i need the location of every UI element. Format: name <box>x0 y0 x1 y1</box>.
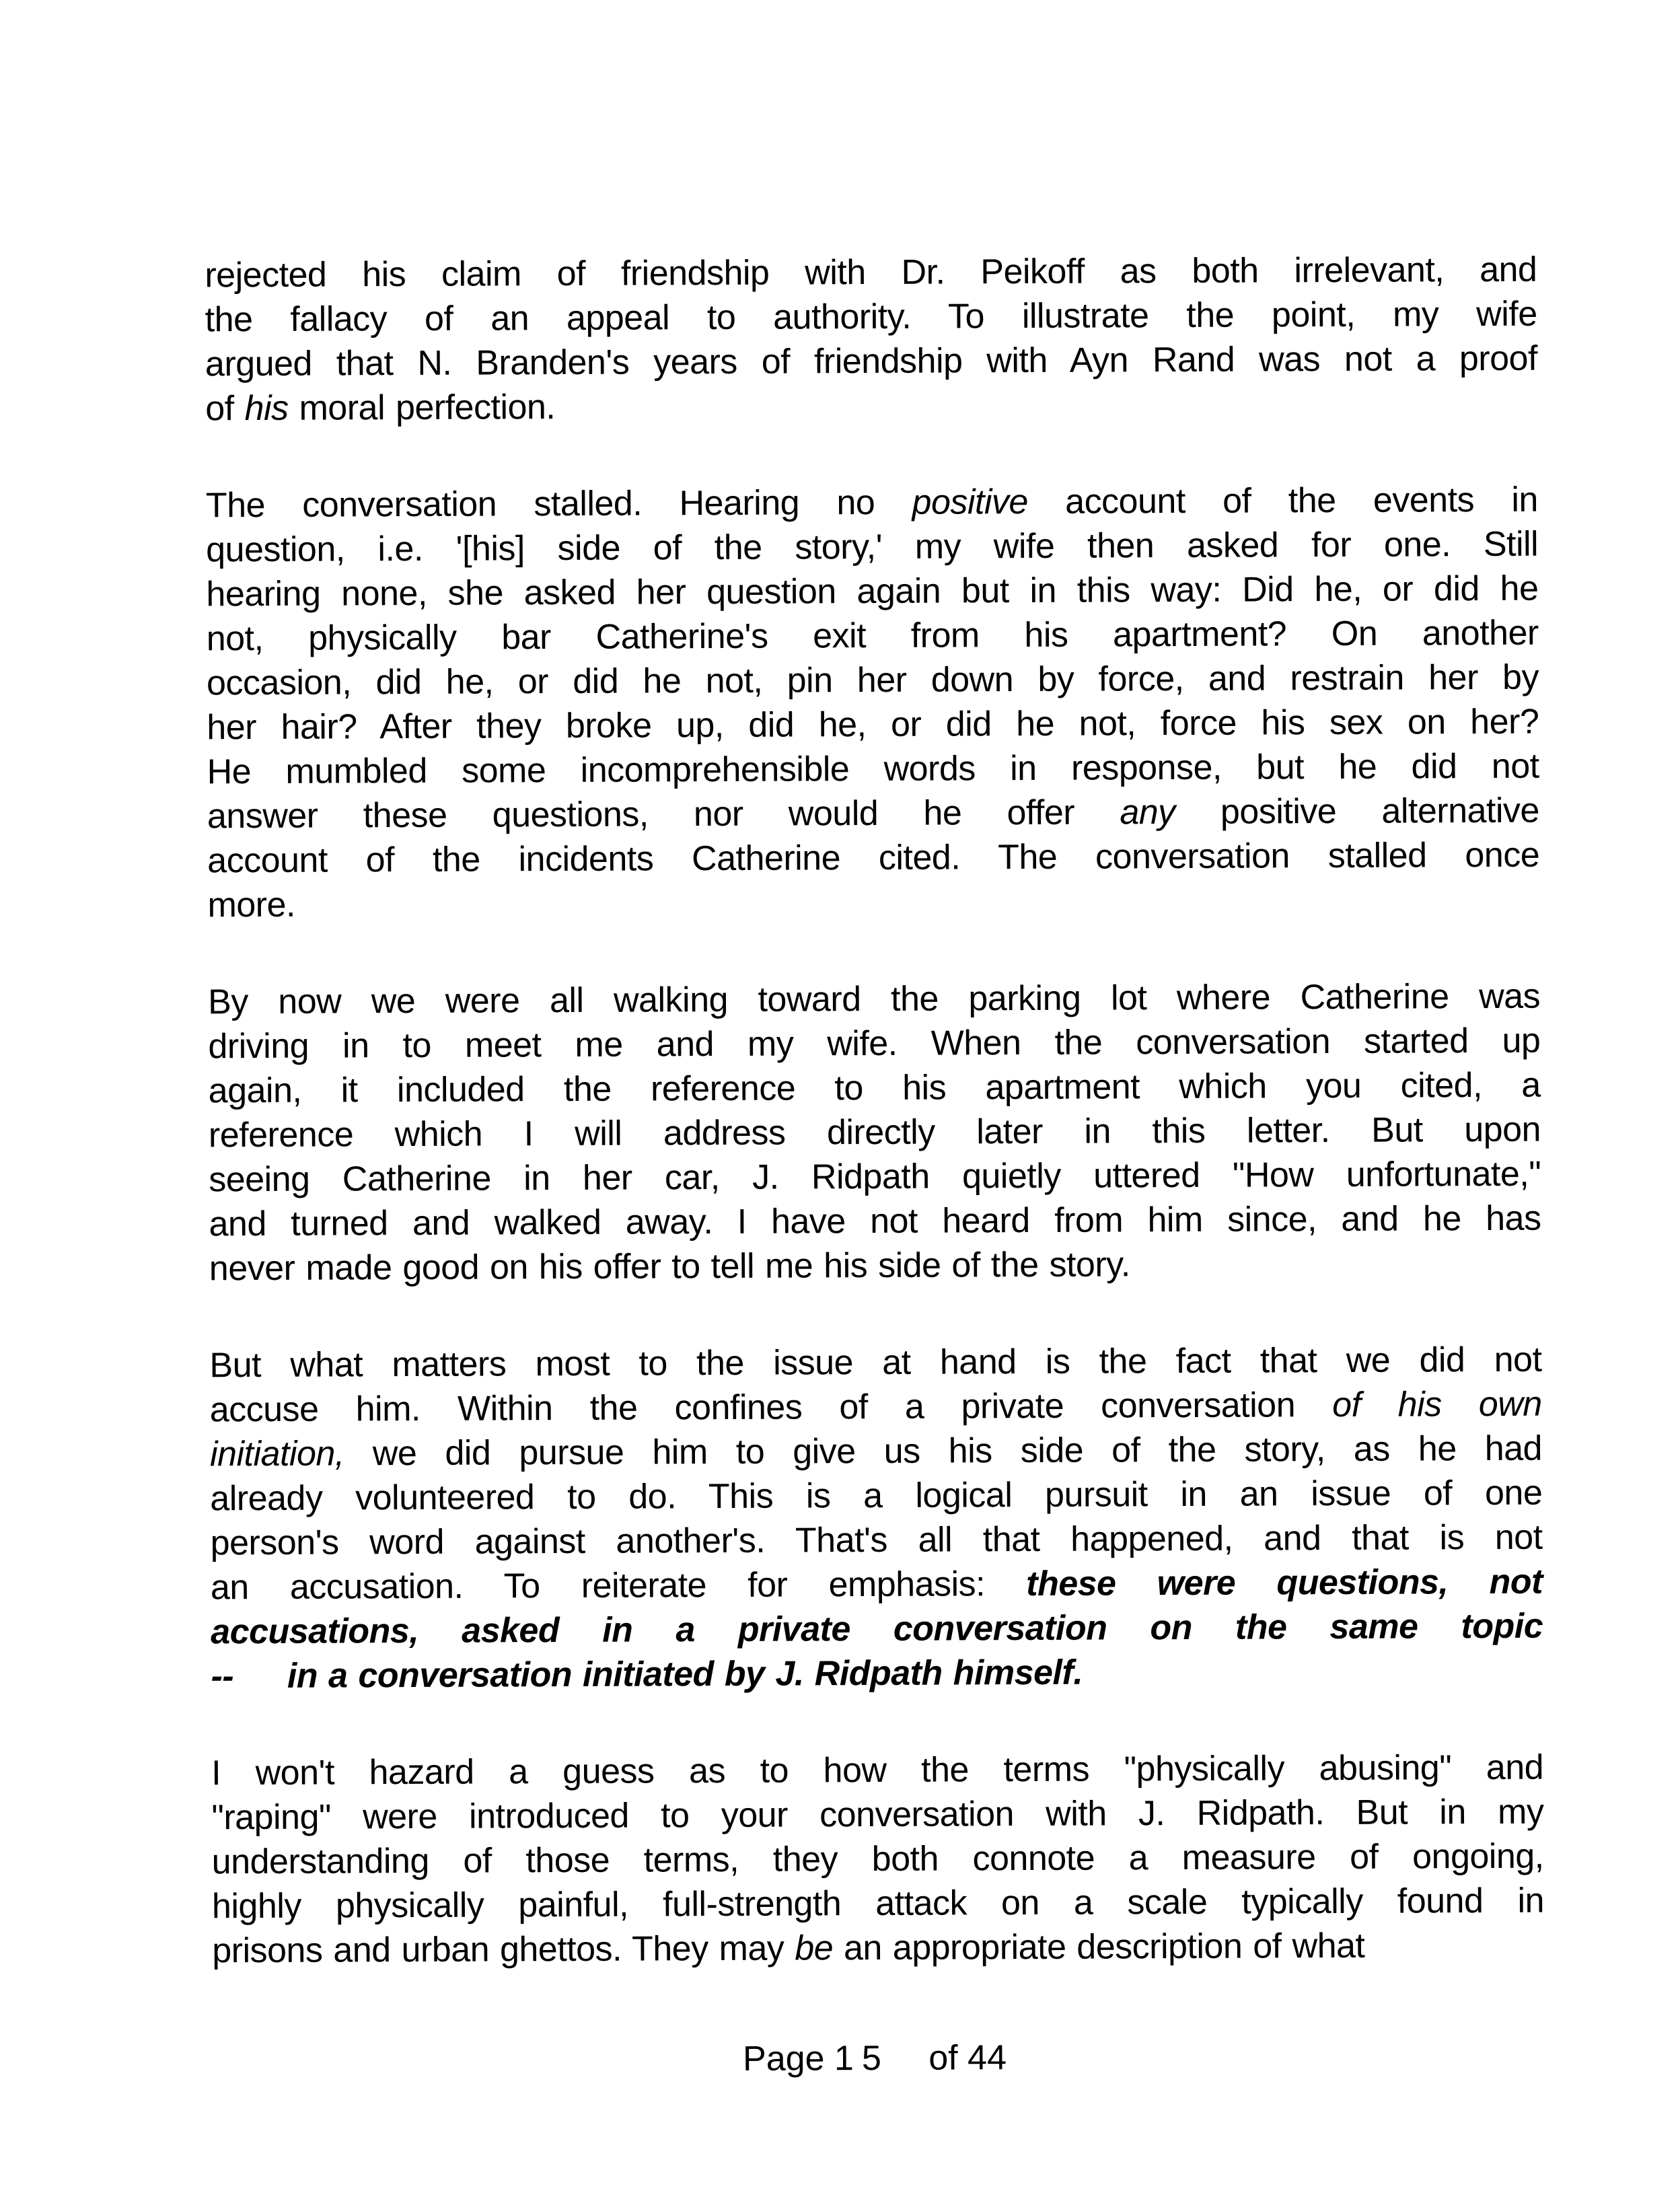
text-segment: seeing Catherine in her car, J. Ridpath quietly uttered "How unfortunate," <box>209 1154 1541 1200</box>
text-segment: prisons and urban ghettos. They may <box>212 1928 795 1971</box>
text-segment: more. <box>207 885 296 925</box>
emphasized-text: of his own <box>1332 1384 1542 1425</box>
text-line <box>212 1879 1544 1929</box>
text-line <box>205 248 1537 298</box>
paragraph <box>209 1338 1543 1699</box>
text-line <box>211 1745 1543 1796</box>
text-segment: the fallacy of an appeal to authority. To illustrate the point, my wife <box>205 294 1537 340</box>
text-segment: I won't hazard a guess as to how the terms "physically abusing" and <box>211 1747 1544 1793</box>
text-segment: The conversation stalled. Hearing no <box>205 482 912 526</box>
text-segment: By now we were all walking toward the parking lot where Catherine was <box>207 976 1541 1022</box>
text-segment: person's word against another's. That's all that happened, and that is not <box>210 1517 1543 1563</box>
text-segment: of <box>205 389 245 429</box>
footer-page-number: 15 <box>834 2038 889 2079</box>
text-segment: we did pursue him to give us his side of the story, as he had <box>344 1429 1543 1474</box>
paragraph <box>208 974 1541 1291</box>
text-segment: account of the events in <box>1027 480 1539 521</box>
text-segment: never made good on his offer to tell me his side of the story. <box>209 1245 1130 1289</box>
text-segment: moral perfection. <box>288 388 556 428</box>
emphasized-text: these were questions, not <box>1026 1562 1543 1604</box>
text-segment: and turned and walked away. I have not heard from him since, and he has <box>209 1198 1541 1244</box>
text-segment: argued that N. Branden's years of friendship with Ayn Rand was not a proof <box>205 338 1538 384</box>
text-segment: question, i.e. '[his] side of the story,' my wife then asked for one. Still <box>206 524 1539 570</box>
text-segment: rejected his claim of friendship with Dr. Peikoff as both irrelevant, and <box>205 250 1537 295</box>
text-line <box>207 700 1539 750</box>
letter-body <box>205 248 1544 2026</box>
text-segment: her hair? After they broke up, did he, or did he not, force his sex on her? <box>207 702 1539 748</box>
emphasized-text: accusations, asked in a private conversation on the same topic <box>211 1606 1543 1652</box>
emphasized-text: his <box>244 388 289 429</box>
text-segment: an appropriate description of what <box>832 1926 1365 1968</box>
text-line <box>206 567 1538 617</box>
text-line <box>212 1834 1544 1885</box>
text-line <box>211 1604 1543 1655</box>
page-number-footer <box>209 2035 1541 2083</box>
text-line <box>207 789 1539 839</box>
text-line <box>205 292 1537 343</box>
paragraph <box>205 248 1537 431</box>
text-segment: understanding of those terms, they both connote a measure of ongoing, <box>211 1836 1544 1882</box>
text-segment: occasion, did he, or did he not, pin her down by force, and restrain her by <box>206 657 1539 703</box>
text-line <box>211 1560 1543 1610</box>
text-segment: highly physically painful, full-strength attack on a scale typically found in <box>211 1881 1545 1926</box>
text-segment: driving in to meet me and my wife. When the conversation started up <box>208 1021 1541 1067</box>
text-line <box>207 833 1539 884</box>
text-segment: answer these questions, nor would he offer <box>207 793 1120 836</box>
text-segment: He mumbled some incomprehensible words in response, but he did not <box>207 746 1539 792</box>
text-segment: reference which I will address directly later in this letter. But upon <box>208 1110 1541 1155</box>
emphasized-text: any <box>1120 793 1175 832</box>
footer-of-label: of <box>928 2038 958 2078</box>
text-segment: already volunteered to do. This is a logical pursuit in an issue of one <box>210 1473 1543 1519</box>
text-line <box>207 611 1539 661</box>
text-line <box>209 1241 1541 1291</box>
text-segment: not, physically bar Catherine's exit from his apartment? On another <box>206 613 1539 659</box>
text-line <box>209 1338 1541 1388</box>
text-line <box>210 1427 1542 1477</box>
text-line <box>210 1382 1542 1433</box>
text-line <box>208 1019 1540 1069</box>
text-line <box>211 1649 1543 1699</box>
text-segment: hearing none, she asked her question again but in this way: Did he, or did he <box>206 569 1539 614</box>
text-segment: accuse him. Within the confines of a private conversation <box>209 1385 1333 1430</box>
emphasized-text: in a conversation initiated by J. Ridpath himself. <box>287 1653 1083 1696</box>
emphasized-text: -- <box>211 1656 287 1696</box>
text-segment: account of the incidents Catherine cited. The conversation stalled once <box>207 835 1540 881</box>
emphasized-text: initiation, <box>209 1434 344 1474</box>
paragraph <box>206 478 1540 928</box>
text-line <box>210 1471 1542 1521</box>
text-segment: "raping" were introduced to your conversation with J. Ridpath. But in my <box>211 1792 1544 1838</box>
text-line <box>206 522 1538 573</box>
text-line <box>209 1196 1541 1247</box>
text-line <box>211 1790 1543 1840</box>
emphasized-text: be <box>795 1928 834 1968</box>
text-line <box>205 336 1537 387</box>
text-line <box>209 1063 1541 1114</box>
text-line <box>210 1515 1542 1566</box>
text-segment: But what matters most to the issue at hand is the fact that we did not <box>209 1340 1542 1385</box>
text-segment: an accusation. To reiterate for emphasis: <box>210 1564 1027 1608</box>
footer-page-label: Page <box>742 2039 825 2079</box>
text-line <box>207 877 1539 928</box>
text-segment: positive alternative <box>1175 791 1540 832</box>
text-line <box>208 974 1540 1025</box>
text-line <box>207 655 1539 706</box>
text-line <box>205 381 1537 431</box>
text-line <box>209 1108 1541 1158</box>
paragraph <box>211 1745 1544 1974</box>
text-line <box>206 478 1538 528</box>
text-line <box>209 1152 1541 1202</box>
text-line <box>212 1923 1544 1974</box>
text-line <box>207 744 1539 795</box>
footer-total-pages: 44 <box>967 2038 1007 2078</box>
text-segment: again, it included the reference to his apartment which you cited, a <box>208 1065 1541 1111</box>
emphasized-text: positive <box>912 482 1029 522</box>
